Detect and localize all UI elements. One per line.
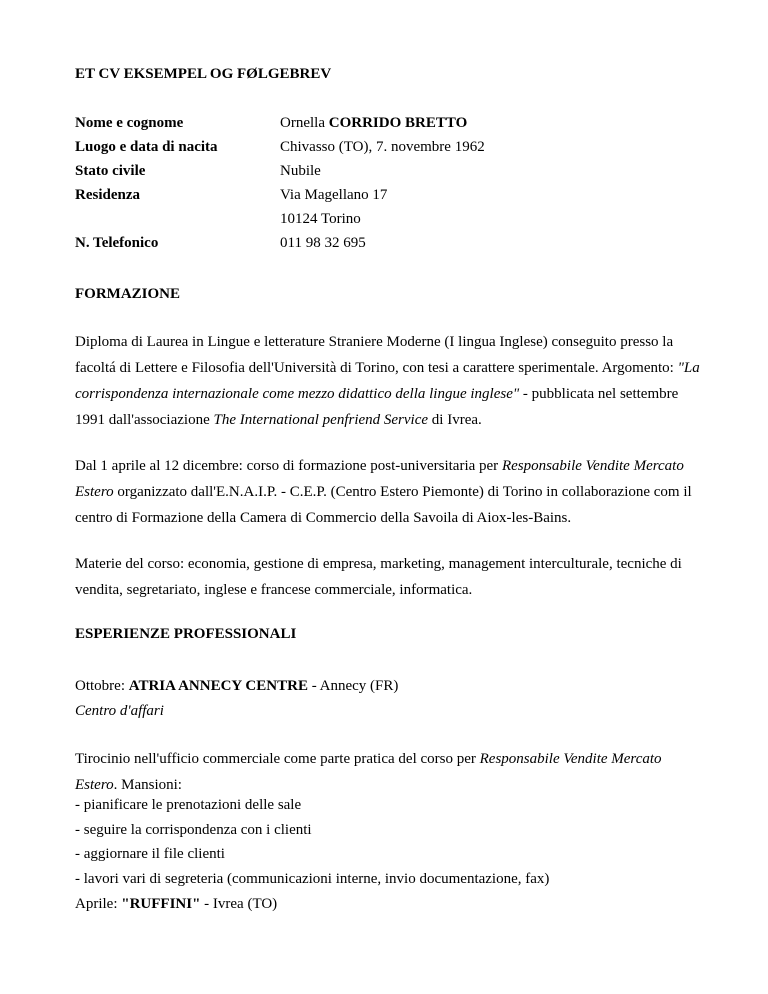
publisher-name: The International penfriend Service bbox=[213, 412, 429, 428]
degree-text-2: - pubblicata nel settembre 1991 dall'associazione bbox=[75, 386, 679, 428]
job-1-date: Ottobre: bbox=[75, 678, 129, 694]
job-1-company: ATRIA ANNECY CENTRE bbox=[128, 678, 308, 694]
job-1-location: - Annecy (FR) bbox=[307, 678, 399, 694]
name-value bbox=[280, 115, 467, 132]
info-row-residence-city bbox=[75, 211, 715, 233]
last-name: CORRIDO BRETTO bbox=[328, 115, 468, 131]
job-1-header bbox=[75, 678, 398, 695]
name-label: Nome e cognome bbox=[75, 115, 184, 131]
first-name: Ornella bbox=[280, 115, 325, 131]
info-row-phone bbox=[75, 235, 715, 257]
course-text: Dal 1 aprile al 12 dicembre: corso di formazione post-universitaria per bbox=[75, 458, 502, 474]
section-heading-formazione: FORMAZIONE bbox=[75, 286, 180, 302]
task-item: - seguire la corrispondenza con i clienti bbox=[75, 822, 312, 838]
job-1-course: Responsabile Vendite Mercato Estero bbox=[75, 751, 662, 793]
job-1-type: Centro d'affari bbox=[75, 703, 164, 719]
phone-label: N. Telefonico bbox=[75, 235, 159, 251]
info-row-name bbox=[75, 115, 715, 137]
residence-street: Via Magellano 17 bbox=[280, 187, 388, 203]
job-2-company: "RUFFINI" bbox=[121, 896, 201, 912]
civil-status-label: Stato civile bbox=[75, 163, 146, 179]
birth-label: Luogo e data di nacita bbox=[75, 139, 218, 155]
degree-paragraph bbox=[75, 329, 700, 433]
job-1-description bbox=[75, 746, 700, 798]
job-1-desc-text: Tirocinio nell'ufficio commerciale come parte pratica del corso per bbox=[75, 751, 480, 767]
job-2-location: - Ivrea (TO) bbox=[200, 896, 278, 912]
document-title: ET CV EKSEMPEL OG FØLGEBREV bbox=[75, 66, 332, 82]
section-heading-esperienze: ESPERIENZE PROFESSIONALI bbox=[75, 626, 297, 642]
info-row-birth bbox=[75, 139, 715, 161]
task-item: - aggiornare il file clienti bbox=[75, 846, 225, 862]
job-2-header bbox=[75, 896, 277, 913]
birth-value: Chivasso (TO), 7. novembre 1962 bbox=[280, 139, 485, 155]
thesis-title: "La corrispondenza internazionale come mezzo didattico della lingue inglese" bbox=[75, 360, 700, 402]
info-row-civil bbox=[75, 163, 715, 185]
task-item: - lavori vari di segreteria (communicazioni interne, invio documentazione, fax) bbox=[75, 871, 550, 887]
degree-text: Diploma di Laurea in Lingue e letterature Straniere Moderne (I lingua Inglese) conseguito presso la facoltá di Lettere e Filosofia dell'Università di Torino, con tesi a carattere sperimentale. Argomento: bbox=[75, 334, 678, 376]
phone-value: 011 98 32 695 bbox=[280, 235, 366, 251]
course-subjects-paragraph: Materie del corso: economia, gestione di empresa, marketing, management interculturale, tecniche di vendita, segretariato, inglese e francese commerciale, informatica. bbox=[75, 556, 682, 598]
course-text-2: organizzato dall'E.N.A.I.P. - C.E.P. (Centro Estero Piemonte) di Torino in collaborazione com il centro di Formazione della Camera di Commercio della Savoila di Aiox-les-Bains. bbox=[75, 484, 692, 526]
civil-status-value: Nubile bbox=[280, 163, 321, 179]
course-paragraph bbox=[75, 453, 700, 531]
job-1-desc-text-2: . Mansioni: bbox=[113, 777, 182, 793]
course-title: Responsabile Vendite Mercato Estero bbox=[75, 458, 684, 500]
residence-city: 10124 Torino bbox=[280, 211, 361, 227]
job-2-date: Aprile: bbox=[75, 896, 122, 912]
residence-label: Residenza bbox=[75, 187, 140, 203]
info-row-residence bbox=[75, 187, 715, 209]
degree-text-3: di Ivrea. bbox=[428, 412, 482, 428]
task-item: - pianificare le prenotazioni delle sale bbox=[75, 797, 302, 813]
